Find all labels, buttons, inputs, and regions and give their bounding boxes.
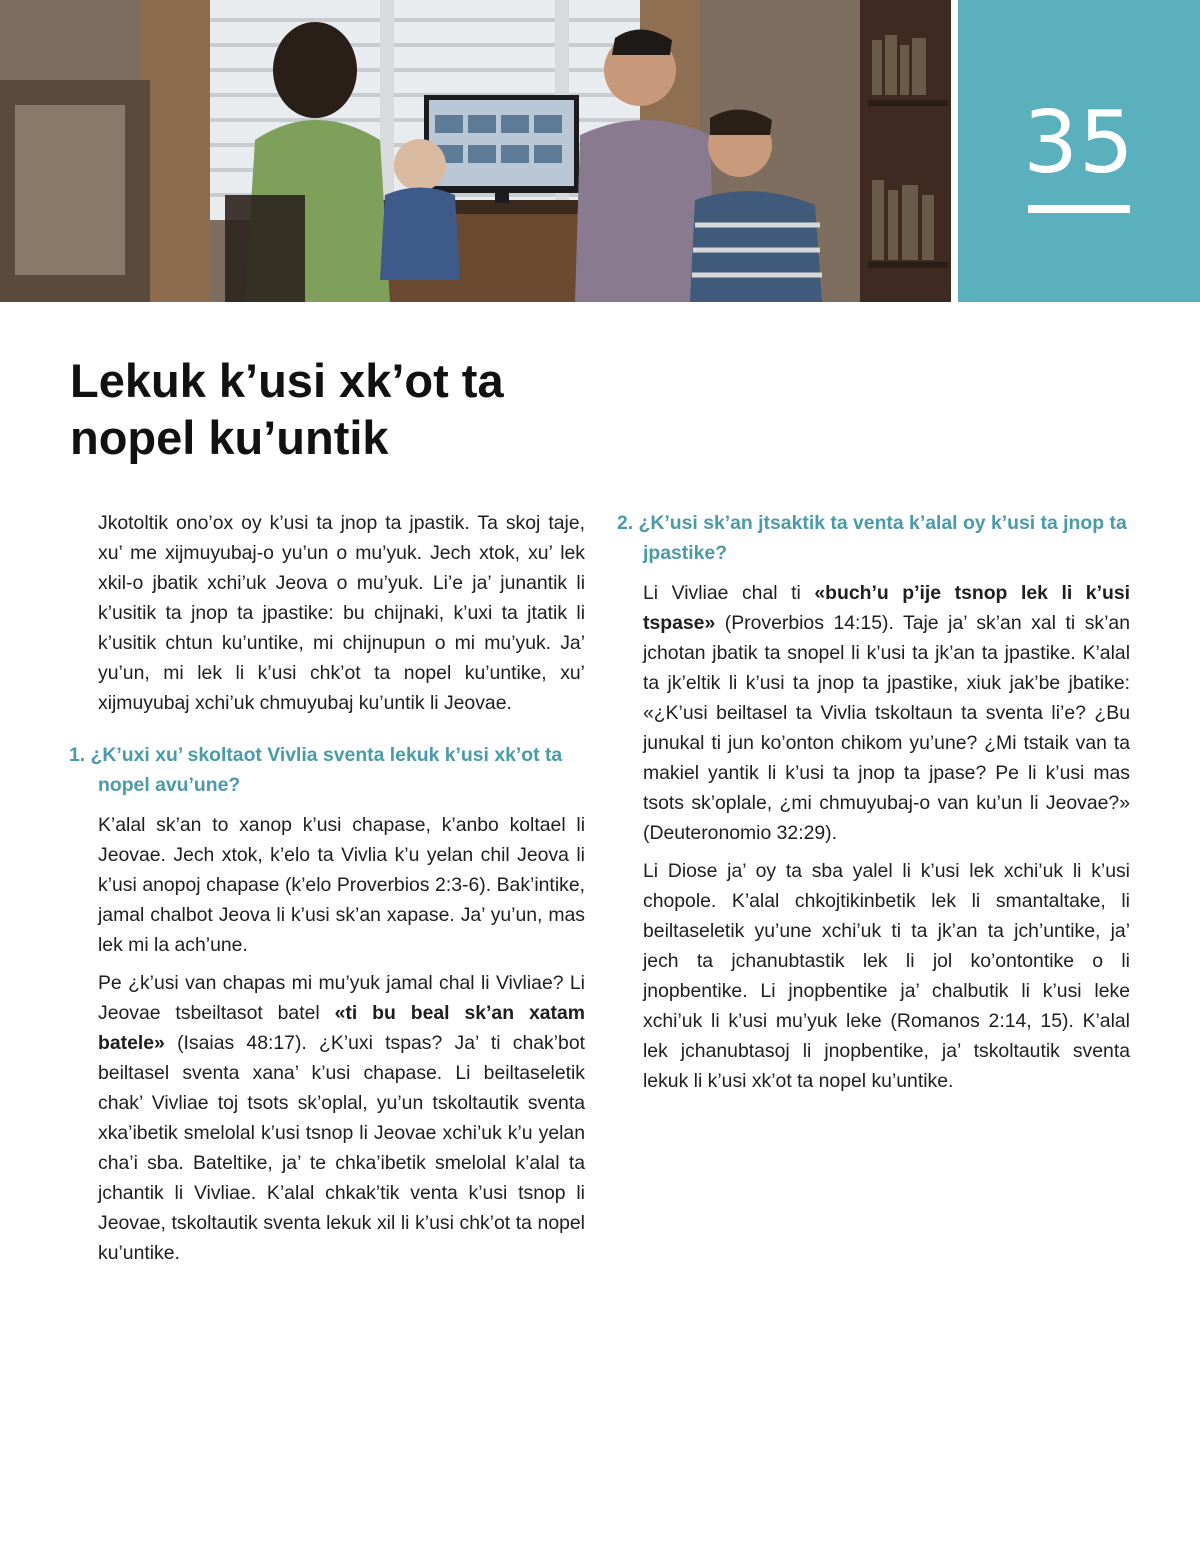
section-2-p1-text-after: (Proverbios 14:15). Taje ja’ sk’an xal ti sk’an jchotan jbatik ta snopel li k’usi ta jk’an ta jpastike. K’alal ta jk’eltik li k’usi ta jnop ta jpastike, xiuk jak’be jbatike: «¿K’usi beiltasel ta Vivlia tskoltaun ta sventa li’e? ¿Bu junukal ti jun ko’onton chikom yu’une? ¿Mi tstaik van ta makiel yantik li k’usi ta jnop ta jpase? Pe li k’usi mas tsots sk’oplale, ¿mi chmuyubaj-o van ku’un li Jeovae?» (Deuteronomio 32:29). xyxy=(643,612,1130,844)
photo-illustration xyxy=(0,0,951,302)
scripture-quote-proverbs: «buch’u p’ije tsnop lek li k’usi tspase» xyxy=(643,582,1130,634)
left-column xyxy=(69,508,585,1276)
lesson-number-underline xyxy=(1028,205,1130,213)
lesson-number: 35 xyxy=(1023,93,1135,193)
question-2-heading: 2. ¿K’usi sk’an jtsaktik ta venta k’alal oy k’usi ta jnop ta jpastike? xyxy=(617,512,1127,564)
section-2-p1-text-before: Li Vivliae chal ti xyxy=(643,582,815,604)
section-1-p2-text-after: (Isaias 48:17). ¿K’uxi tspas? Ja’ ti chak’bot beiltasel sventa xana’ k’usi chapase. Li beiltaseletik chak’ Vivliae toj tsots sk’oplal, yu’un tskoltautik sventa xka’ibetik smelolal k’usi tsnop li Jeovae xchi’uk k’u yelan cha’i sba. Bateltike, ja’ te chka’ibetik smelolal k’alal ta jchantik li Vivliae. K’alal chkak’tik venta k’usi tsnop li Jeovae, tskoltautik sventa lekuk xil li k’usi chk’ot ta nopel ku’untike. xyxy=(98,1032,585,1264)
section-1-p2-text-before: Pe ¿k’usi van chapas mi mu’yuk jamal chal li Vivliae? Li Jeovae tsbeiltasot batel xyxy=(98,972,585,1024)
question-1-heading: 1. ¿K’uxi xu’ skoltaot Vivlia sventa lekuk k’usi xk’ot ta nopel avu’une? xyxy=(69,744,563,796)
section-1-paragraph-1: K’alal sk’an to xanop k’usi chapase, k’anbo koltael li Jeovae. Jech xtok, k’elo ta Vivlia k’u yelan chil Jeova li k’usi anopoj chapase (k’elo Proverbios 2:3-6). Bak’intike, jamal chalbot Jeova li k’usi sk’an xapase. Ja’ yu’un, mas lek mi la ach’une. xyxy=(98,814,585,956)
right-column xyxy=(617,508,1130,1104)
scripture-quote-isaiah: «ti bu beal sk’an xatam batele» xyxy=(98,1002,585,1054)
section-1-paragraph-2 xyxy=(98,968,585,1268)
family-at-computer-photo xyxy=(0,0,951,302)
page-title: Lekuk k’usi xk’ot ta nopel ku’untik xyxy=(70,354,504,464)
intro-paragraph: Jkotoltik ono’ox oy k’usi ta jnop ta jpastik. Ta skoj taje, xu’ me xijmuyubaj-o yu’un o mu’yuk. Jech xtok, xu’ lek xkil-o jbatik xchi’uk Jeova o mu’yuk. Li’e ja’ junantik li k’usitik ta jnop ta jpastike: bu chijnaki, k’uxi ta jtatik li k’usitik chtun ku’untike, mi chijnupun o mi mu’yuk. Ja’ yu’un, mi lek li k’usi chk’ot ta nopel ku’untike, xu’ xijmuyubaj xchi’uk chmuyubaj ku’untik li Jeovae. xyxy=(98,512,585,714)
lesson-number-box xyxy=(958,0,1200,302)
section-2-paragraph-2: Li Diose ja’ oy ta sba yalel li k’usi lek xchi’uk li k’usi chopole. K’alal chkojtikinbetik lek li smantaltake, li beiltaseletik yu’une xchi’uk ti ta jk’an ta jch’untike, ja’ jech ta jchanubtastik lek li jol ko’ontontike o li jnopbentike. Li jnopbentike ja’ chalbutik li k’usi leke xchi’uk li k’usi mu’yuk leke (Romanos 2:14, 15). K’alal lek jchanubtasoj li jnopbentike, ja’ tskoltautik sventa lekuk li k’usi xk’ot ta nopel ku’untike. xyxy=(643,860,1130,1092)
section-2-paragraph-1 xyxy=(643,578,1130,848)
